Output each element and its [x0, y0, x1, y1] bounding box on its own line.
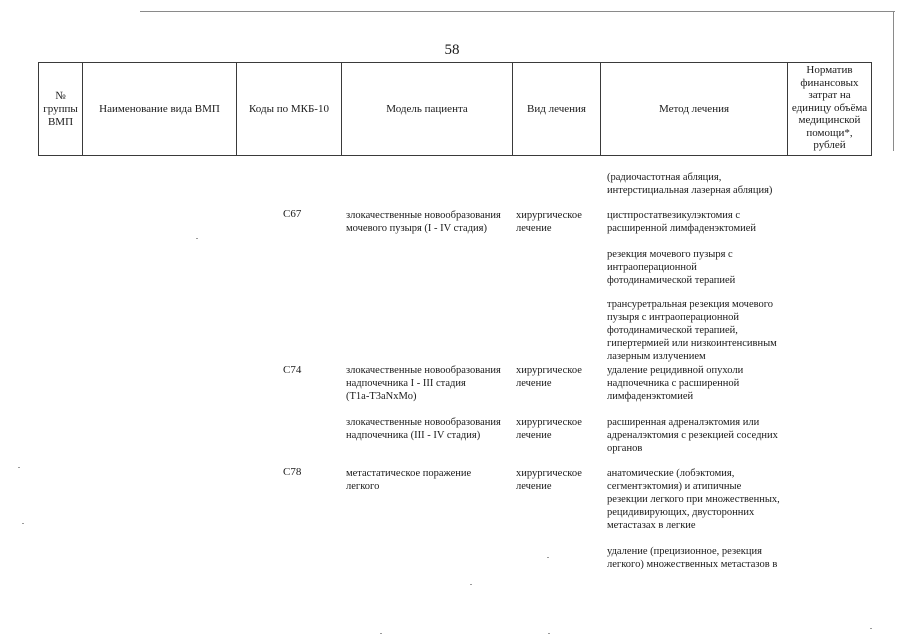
header-col-divider	[871, 62, 872, 156]
header-top-rule	[38, 62, 872, 63]
header-patient-model: Модель пациента	[386, 103, 468, 115]
header-bottom-rule	[38, 155, 872, 156]
patient-model-text: злокачественные новообразования надпочечника (III - IV стадия)	[346, 417, 501, 441]
scan-speck	[870, 628, 872, 629]
treatment-type-text: хирургическое лечение	[516, 210, 582, 234]
scan-speck	[548, 633, 550, 634]
patient-model-text: злокачественные новообразования надпочечника I - III стадия (T1a-T3aNxMo)	[346, 365, 501, 402]
scan-speck	[470, 584, 472, 585]
patient-model-text: злокачественные новообразования мочевого пузыря (I - IV стадия)	[346, 210, 501, 234]
header-financial-norm: Норматив финансовых затрат на единицу объёма медицинской помощи*, рублей	[791, 64, 868, 151]
treatment-type-text: хирургическое лечение	[516, 365, 582, 389]
top-border-line	[140, 11, 895, 12]
header-vmp-name: Наименование вида ВМП	[99, 103, 220, 115]
treatment-type-text: хирургическое лечение	[516, 468, 582, 492]
header-treatment-type: Вид лечения	[527, 103, 586, 115]
treatment-type-text: хирургическое лечение	[516, 417, 582, 441]
patient-model-text: метастатическое поражение легкого	[346, 468, 472, 492]
icd-code: C67	[283, 208, 302, 220]
method-text: удаление (прецизионное, резекция легкого) множественных метастазов в	[607, 546, 778, 570]
method-text: расширенная адреналэктомия или адреналэктомия с резекцией соседних органов	[607, 417, 778, 454]
method-text: (радиочастотная абляция, интерстициальная лазерная абляция)	[607, 172, 773, 196]
method-text: анатомические (лобэктомия, сегментэктомия) и атипичные резекции легкого при множественных, рецидивирующих, двусторонних метастазах в легкие	[607, 468, 780, 531]
method-text: цистпростатвезикулэктомия с расширенной лимфаденэктомией	[607, 210, 757, 234]
scan-speck	[18, 467, 20, 468]
icd-code: C74	[283, 364, 302, 376]
method-text: удаление рецидивной опухоли надпочечника с расширенной лимфаденэктомией	[607, 365, 744, 402]
header-treatment-method: Метод лечения	[658, 103, 730, 115]
method-text: резекция мочевого пузыря с интраоперационной фотодинамической терапией	[607, 249, 736, 286]
header-group-number: № группы ВМП	[43, 90, 78, 128]
header-icd-codes: Коды по МКБ-10	[249, 103, 329, 115]
page-number: 58	[444, 42, 460, 58]
right-border-line	[893, 11, 894, 151]
scan-speck	[22, 523, 24, 524]
scan-speck	[380, 633, 382, 634]
method-text: трансуретральная резекция мочевого пузыря с интраоперационной фотодинамической терапией, гипертермией или низкоинтенсивным лазерным излучением	[607, 299, 777, 362]
scan-speck	[547, 557, 549, 558]
icd-code: C78	[283, 466, 302, 478]
scan-speck	[196, 238, 198, 239]
